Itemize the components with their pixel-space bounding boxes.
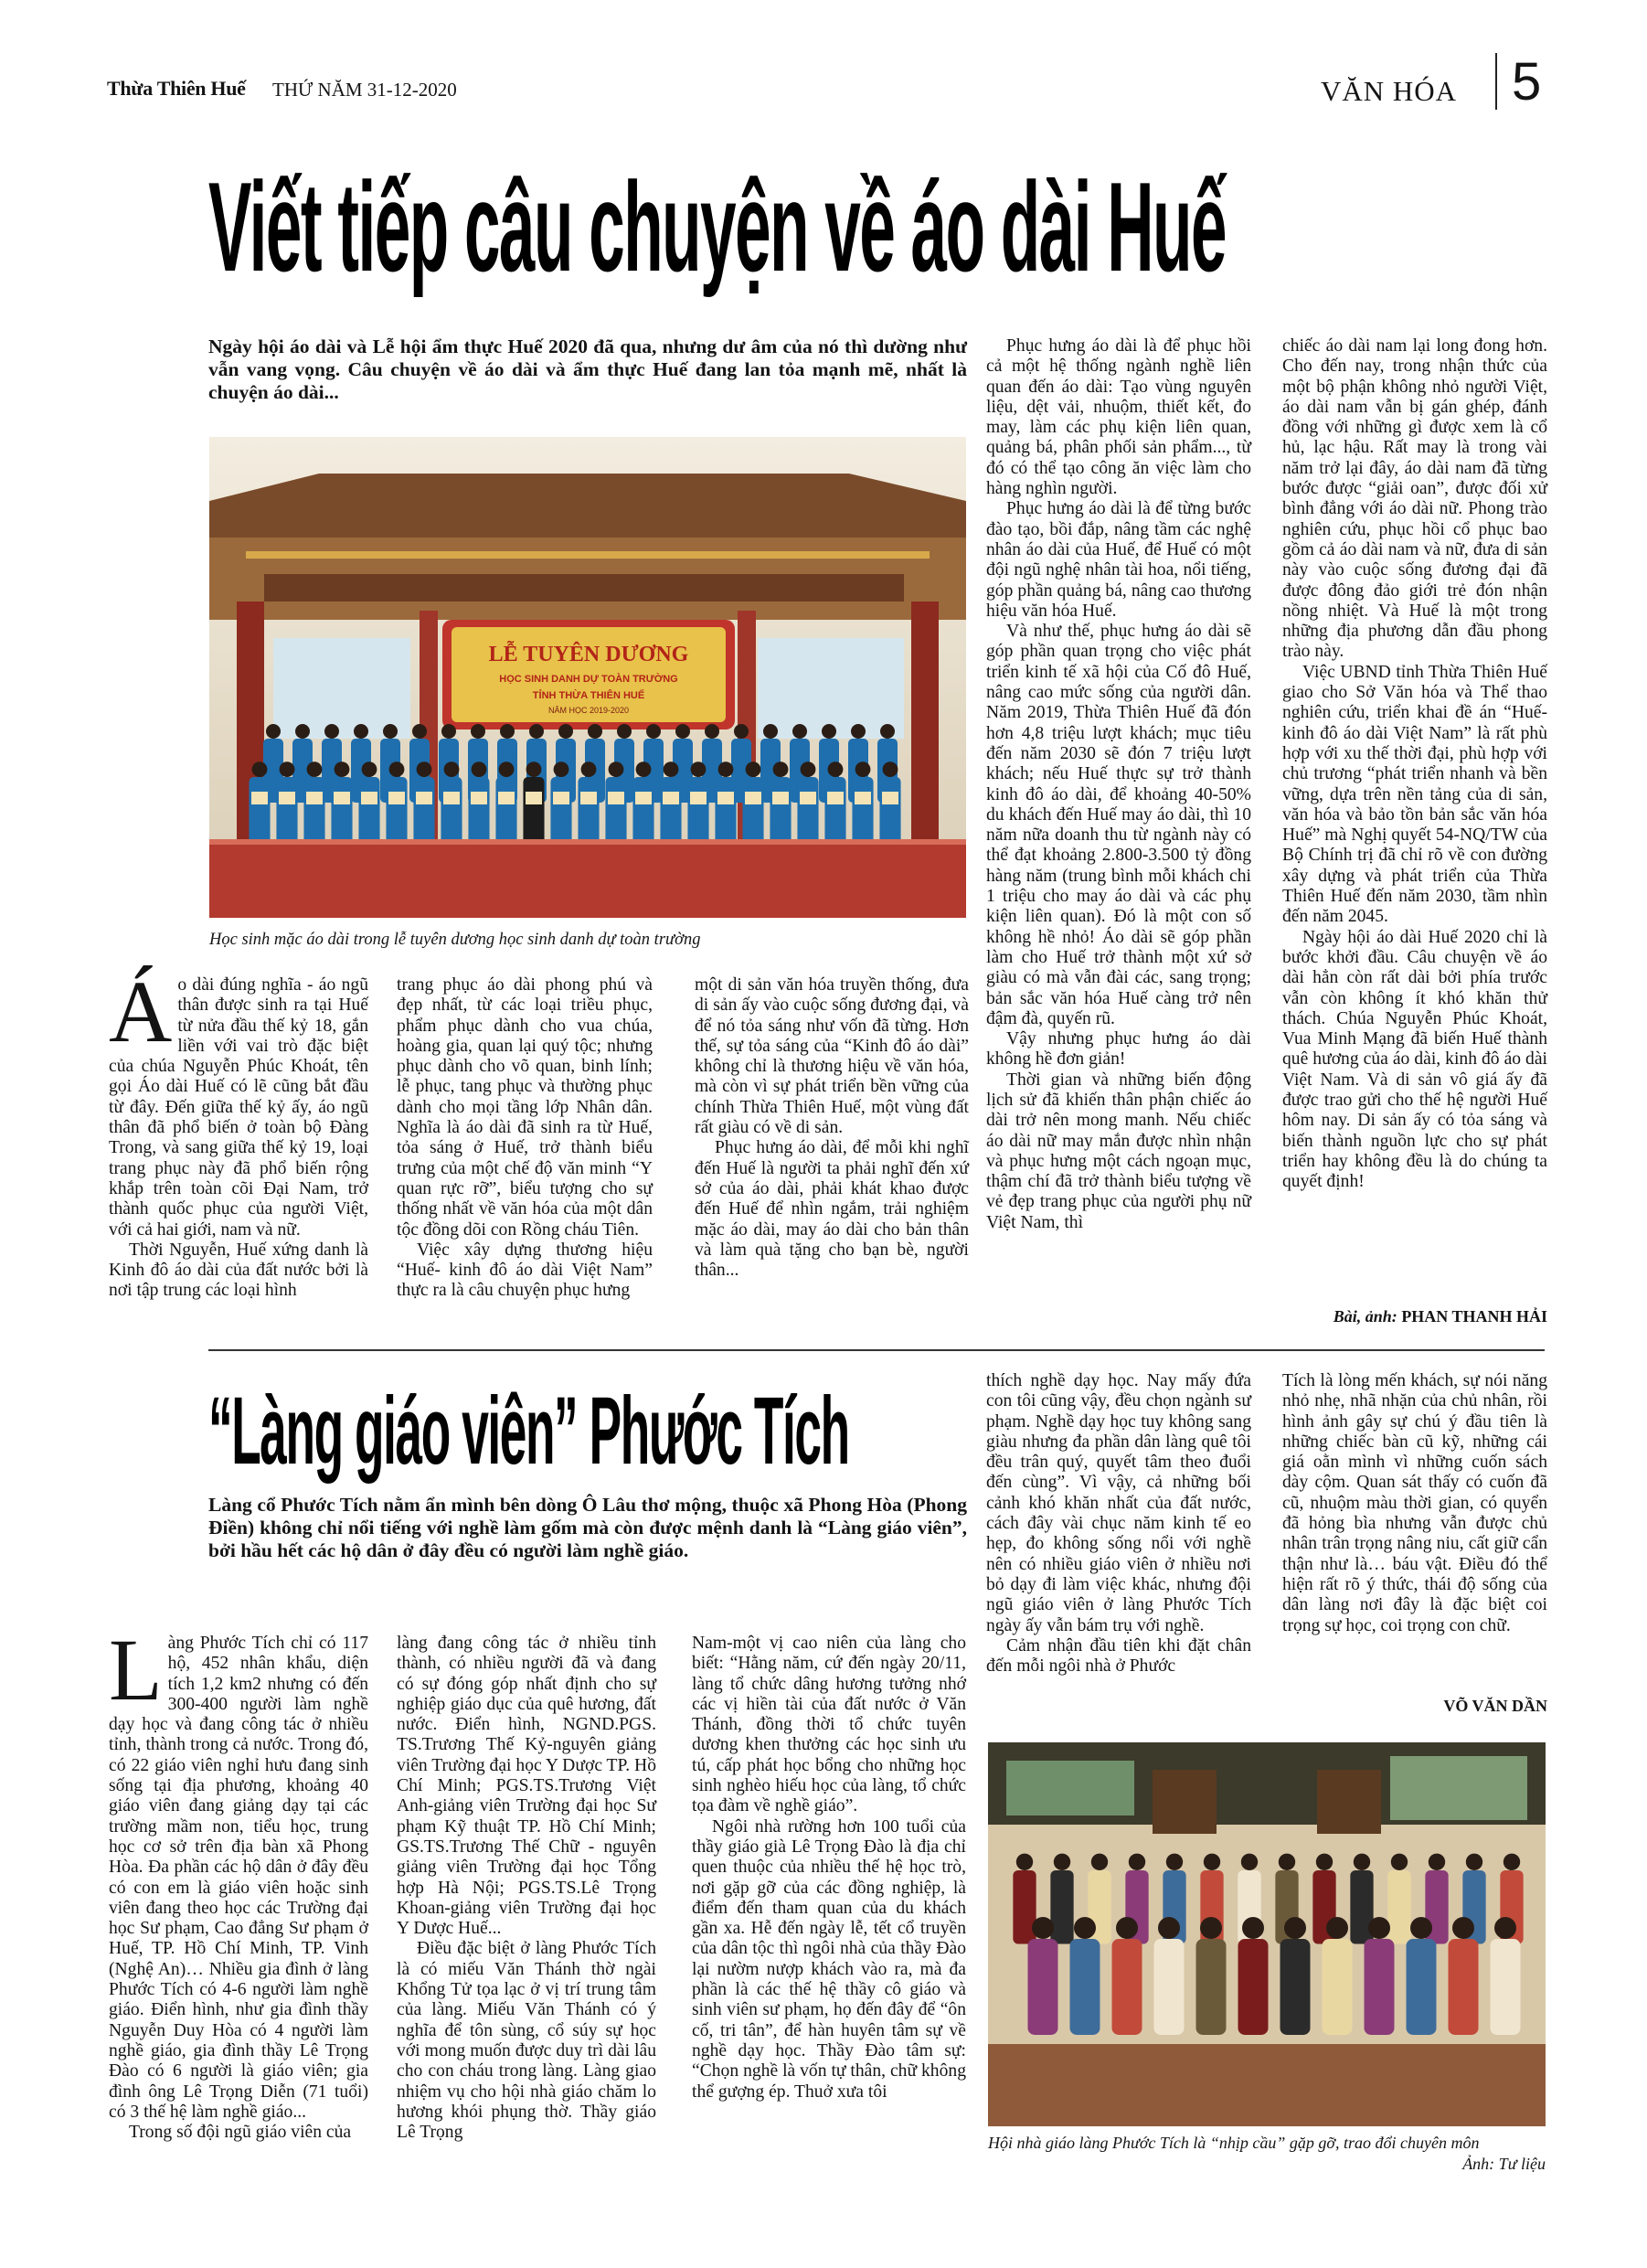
article1-dropcap: Á xyxy=(109,963,173,1060)
article2-column-5 xyxy=(1282,1371,1547,1636)
person-head xyxy=(1326,1917,1348,1939)
article1-byline-label: Bài, ảnh: xyxy=(1333,1307,1397,1326)
person-figure xyxy=(1407,1939,1437,2035)
person-head xyxy=(801,761,816,777)
masthead-date: THỨ NĂM 31-12-2020 xyxy=(272,79,457,101)
person-head xyxy=(362,761,377,777)
person-head xyxy=(581,761,597,777)
person-head xyxy=(1116,1917,1138,1939)
certificate xyxy=(251,792,268,804)
person-figure xyxy=(331,777,352,845)
certificate xyxy=(745,792,761,804)
person-head xyxy=(295,724,310,739)
person-figure xyxy=(413,777,434,845)
person-figure xyxy=(1280,1939,1311,2035)
person-head xyxy=(855,761,871,777)
person-figure xyxy=(1196,1939,1227,2035)
page-number: 5 xyxy=(1512,52,1542,112)
article2-col2-p1: làng đang công tác ở nhiều tỉnh thành, có nhiều người đã và đang có sự đóng góp nhất định cho sự nghiệp giáo dục của quê hương, đất nước. Điển hình, NGND.PGS. TS.Trương Thế Kỷ-nguyên giảng viên Trường đại học Y Dược TP. Hồ Chí Minh; PGS.TS.Trương Việt Anh-giảng viên Trường đại học Sư phạm Kỹ thuật TP. Hồ Chí Minh; GS.TS.Trương Thế Chữ - nguyên giảng viên Trường đại học Tổng hợp Hà Nội; PGS.TS.Lê Trọng Khoan-giảng viên Trường đại học Y Dược Huế... xyxy=(397,1634,656,1939)
person-head xyxy=(1429,1854,1445,1870)
person-figure xyxy=(1238,1939,1269,2035)
person-figure xyxy=(797,777,818,845)
certificate xyxy=(279,792,295,804)
certificate xyxy=(882,792,898,804)
person-head xyxy=(828,761,844,777)
article2-headline: “Làng giáo viên” Phước Tích xyxy=(208,1378,849,1485)
article1-col4-p4: Vậy nhưng phục hưng áo dài không hề đơn giản! xyxy=(986,1029,1251,1070)
person-head xyxy=(266,724,281,739)
certificate xyxy=(498,792,515,804)
teachers-group-photo xyxy=(988,1742,1546,2126)
person-head xyxy=(664,761,679,777)
article-separator xyxy=(208,1349,1545,1351)
person-figure xyxy=(386,777,407,845)
article2-photo-credit: Ảnh: Tư liệu xyxy=(1462,2155,1546,2173)
article1-byline xyxy=(1282,1307,1547,1326)
section-name: VĂN HÓA xyxy=(1321,75,1458,107)
banner-title: LỄ TUYÊN DƯƠNG xyxy=(488,643,689,666)
article2-col3-p1: Nam-một vị cao niên của làng cho biết: “Hằng năm, cứ đến ngày 20/11, làng tổ chức dâng hương tưởng nhớ các vị hiền tài của đất nước ở Văn Thánh, đồng thời tổ chức tuyên dương khen thưởng các học sinh ưu tú, cấp phát học bổng cho những học sinh nghèo hiếu học của làng, tổ chức tọa đàm về nghề giáo”. xyxy=(692,1634,966,1816)
article2-byline: VÕ VĂN DẦN xyxy=(1443,1697,1547,1715)
person-head xyxy=(500,724,515,739)
person-figure xyxy=(852,777,873,845)
certificate xyxy=(526,792,542,804)
certificate xyxy=(772,792,789,804)
article2-col1-p2: Trong số đội ngũ giáo viên của xyxy=(129,2123,352,2143)
person-figure xyxy=(1154,1939,1185,2035)
person-head xyxy=(1391,1854,1408,1870)
article2-col3-p2: Ngôi nhà rường hơn 100 tuổi của thầy giáo già Lê Trọng Đào là địa chỉ quen thuộc của nhiều thế hệ học trò, nơi gặp gỡ của các đồng nghiệp, là điểm đến tham quan của du khách gần xa. Hễ đến ngày lễ, tết cổ truyền của dân tộc thì ngôi nhà của thầy Đào lại nườm nượp khách vào ra, mà đa phần là các thế hệ thầy cô giáo và sinh viên sư phạm, họ đến đây để “ôn cố, tri tân”, để hàn huyên tâm sự về nghề dạy học. Thầy Đào tâm sự: “Chọn nghề là vốn tự thân, chữ không thể gượng ép. Thuở xưa tôi xyxy=(692,1816,966,2102)
article1-col1-p1: o dài đúng nghĩa - áo ngũ thân được sinh ra tại Huế từ nửa đầu thế kỷ 18, gắn liền với vai trò đặc biệt của chúa Nguyễn Phúc Khoát, tên gọi Áo dài Huế có lẽ cũng bắt đầu từ đây. Đến giữa thế kỷ ấy, áo ngũ thân đã phổ biến ở toàn bộ Đàng Trong, và sang giữa thế kỷ 19, loại trang phục này đã phổ biến rộng khắp trên toàn cõi Đại Nam, trở thành quốc phục của người Việt, với cả hai giới, nam và nữ. xyxy=(109,975,368,1240)
person-head xyxy=(617,724,632,739)
person-figure xyxy=(715,777,736,845)
award-ceremony-photo xyxy=(209,437,966,918)
certificate xyxy=(361,792,377,804)
article1-column-4 xyxy=(986,336,1251,1233)
person-figure xyxy=(660,777,681,845)
article2-column-1 xyxy=(109,1621,368,2143)
person-head xyxy=(1494,1917,1516,1939)
person-head xyxy=(1242,1917,1264,1939)
person-figure xyxy=(742,777,763,845)
person-head xyxy=(354,724,368,739)
person-head xyxy=(792,724,807,739)
person-figure xyxy=(1387,1870,1410,1944)
person-figure xyxy=(879,777,900,845)
person-figure xyxy=(1323,1939,1353,2035)
person-head xyxy=(822,724,836,739)
person-head xyxy=(383,724,398,739)
person-head xyxy=(675,724,690,739)
person-head xyxy=(444,761,460,777)
article1-column-3 xyxy=(695,975,969,1281)
person-head xyxy=(705,724,719,739)
person-figure xyxy=(1070,1939,1100,2035)
person-figure xyxy=(358,777,379,845)
person-head xyxy=(1074,1917,1096,1939)
article2-photo-caption: Hội nhà giáo làng Phước Tích là “nhịp cầu” gặp gỡ, trao đổi chuyên môn xyxy=(988,2134,1480,2152)
certificate xyxy=(855,792,871,804)
person-head xyxy=(734,724,749,739)
person-head xyxy=(1279,1854,1295,1870)
person-head xyxy=(526,761,542,777)
person-figure xyxy=(605,777,626,845)
person-head xyxy=(636,761,652,777)
article1-col5-p1: chiếc áo dài nam lại long đong hơn. Cho đến nay, trong nhận thức của một bộ phận không nhỏ người Việt, áo dài nam vẫn bị gán ghép, đánh đồng với những gì được xem là cổ hủ, lạc hậu. Rất may là trong vài năm trở lại đây, áo dài nam đã từng bước được “giải oan”, được đối xử bình đẳng với áo dài nữ. Phong trào nghiên cứu, phục hồi cổ phục bao gồm cả áo dài nam và nữ, đưa di sản này vào cuộc sống đương đại đã được đông đảo giới trẻ đón nhận nồng nhiệt. Và Huế là một trong những địa phương dẫn đầu phong trào này. xyxy=(1282,336,1547,662)
certificate xyxy=(416,792,432,804)
certificate xyxy=(334,792,350,804)
certificate xyxy=(717,792,734,804)
person-head xyxy=(307,761,323,777)
person-head xyxy=(324,724,339,739)
person-figure xyxy=(578,777,599,845)
person-head xyxy=(880,724,895,739)
article2-col2-p2: Điều đặc biệt ở làng Phước Tích là có miếu Văn Thánh thờ ngài Khổng Tử tọa lạc ở vị trí trung tâm của làng. Miếu Văn Thánh có ý nghĩa để tôn sùng, cổ súy sự học với mong muốn được duy trì dài lâu cho con cháu trong làng. Làng giao nhiệm vụ cho hội nhà giáo chăm lo hương khói phụng thờ. Thầy giáo Lê Trọng xyxy=(397,1939,656,2143)
certificate xyxy=(306,792,323,804)
article1-col3-p2: Phục hưng áo dài, để mỗi khi nghĩ đến Huế là người ta phải nghĩ đến xứ sở của áo dài, phải khát khao được đến Huế để nhìn ngắm, trải nghiệm mặc áo dài, may áo dài cho bản thân và làm quà tặng cho bạn bè, người thân... xyxy=(695,1138,969,1281)
person-figure xyxy=(687,777,708,845)
person-head xyxy=(529,724,544,739)
article1-col5-p2: Việc UBND tỉnh Thừa Thiên Huế giao cho Sở Văn hóa và Thể thao nghiên cứu, triển khai đề án “Huế- kinh đô áo dài Việt Nam” là rất phù hợp với xu thế thời đại, phù hợp với chủ trương “phát triển nhanh và bền vững, dựa trên nền tảng của di sản, văn hóa và bảo tồn bản sắc văn hóa Huế” mà Nghị quyết 54-NQ/TW của Bộ Chính trị đã chỉ rõ về con đường xây dựng và phát triển của Thừa Thiên Huế đến năm 2030, tầm nhìn đến năm 2045. xyxy=(1282,662,1547,927)
person-figure xyxy=(495,777,516,845)
article1-col2-p2: Việc xây dựng thương hiệu “Huế- kinh đô áo dài Việt Nam” thực ra là câu chuyện phục hưng xyxy=(397,1240,653,1301)
person-figure xyxy=(1050,1870,1073,1944)
article1-col2-p1: trang phục áo dài phong phú và đẹp nhất, từ các loại triều phục, phẩm phục dành cho vua chúa, hoàng gia, quan lại quý tộc; nhưng phục dành cho võ quan, binh lính; lễ phục, tang phục và thường phục dành cho mọi tầng lớp Nhân dân. Nghĩa là áo dài đã sinh ra từ Huế, tỏa sáng ở Huế, trở thành biểu trưng của một chế độ văn minh “Y quan rực rỡ”, biểu tượng cho sự thống nhất về văn hóa của một dân tộc đồng dõi con Rồng cháu Tiên. xyxy=(397,975,653,1240)
person-head xyxy=(1466,1854,1482,1870)
banner-school-year: NĂM HỌC 2019-2020 xyxy=(547,706,630,715)
article2-column-4 xyxy=(986,1371,1251,1677)
person-head xyxy=(471,724,485,739)
person-figure xyxy=(1365,1939,1395,2035)
article2-col4-p1: thích nghề dạy học. Nay mấy đứa con tôi cũng vậy, đều chọn ngành sư phạm. Nghề dạy học tuy không sang giàu nhưng đa phần dân làng quê tôi đều trân quý, quyết tâm theo đuổi đến cùng”. Vì vậy, cả những bối cảnh khó khăn nhất của đất nước, cách đây vài chục năm kinh tế eo hẹp, đo không sống nổi với nghề nên có nhiều giáo viên ở nhiều nơi bỏ dạy đi làm việc khác, nhưng đội ngũ giáo viên ở làng Phước Tích ngày ấy vẫn bám trụ với nghề. xyxy=(986,1371,1251,1635)
article1-col4-p5: Thời gian và những biến động lịch sử đã khiến thân phận chiếc áo dài trở nên mong manh. Nếu chiếc áo dài nữ may mắn được nhìn nhận và phục hưng một cách ngoạn mục, thậm chí đã trở thành biểu tượng về vẻ đẹp trang phục của người phụ nữ Việt Nam, thì xyxy=(986,1070,1251,1232)
banner-province: TỈNH THỪA THIÊN HUẾ xyxy=(532,690,645,701)
article1-column-2 xyxy=(397,975,653,1302)
section-divider xyxy=(1495,53,1497,110)
person-head xyxy=(1410,1917,1432,1939)
person-head xyxy=(609,761,624,777)
person-figure xyxy=(441,777,462,845)
person-head xyxy=(1091,1854,1108,1870)
article1-column-5 xyxy=(1282,336,1547,1192)
person-head xyxy=(252,761,268,777)
person-head xyxy=(558,724,573,739)
person-figure xyxy=(303,777,324,845)
certificate xyxy=(608,792,624,804)
person-head xyxy=(1204,1854,1220,1870)
certificate xyxy=(827,792,844,804)
person-head xyxy=(1354,1854,1370,1870)
person-head xyxy=(851,724,866,739)
article1-photo-caption: Học sinh mặc áo dài trong lễ tuyên dương học sinh danh dự toàn trường xyxy=(209,931,701,949)
person-head xyxy=(1241,1854,1258,1870)
person-head xyxy=(1200,1917,1222,1939)
person-head xyxy=(1054,1854,1070,1870)
person-figure xyxy=(1112,1939,1142,2035)
certificate xyxy=(800,792,816,804)
certificate xyxy=(635,792,652,804)
person-head xyxy=(691,761,707,777)
article1-column-1 xyxy=(109,963,368,1302)
article2-col1-p1: àng Phước Tích chỉ có 117 hộ, 452 nhân khẩu, diện tích 1,2 km2 nhưng có đến 300-400 người làm nghề dạy học và đang công tác ở nhiều tỉnh, thành trong cả nước. Trong đó, có 22 giáo viên nghỉ hưu đang sinh sống tại địa phương, khoảng 40 giáo viên đang giảng dạy tại các trường mầm non, tiểu học, trung học cơ sở trên địa bàn xã Phong Hòa. Đa phần các hộ dân ở đây đều có con em là giáo viên hoặc sinh viên đang theo học các Trường đại học Sư phạm, Cao đẳng Sư phạm ở Huế, TP. Hồ Chí Minh, TP. Vinh (Nghệ An)… Nhiều gia đình ở làng Phước Tích có 4-6 người làm nghề giáo. Điển hình, như gia đình thầy Nguyễn Duy Hòa có 4 người làm nghề giáo, gia đình thầy Lê Trọng Đào có 6 người là giáo viên; gia đình ông Lê Trọng Diễn (71 tuổi) có 3 thế hệ làm nghề giáo... xyxy=(109,1634,368,2122)
person-head xyxy=(773,761,789,777)
article1-photo xyxy=(209,437,966,918)
certificate xyxy=(471,792,487,804)
person-head xyxy=(1016,1854,1033,1870)
certificate xyxy=(580,792,597,804)
person-figure xyxy=(824,777,845,845)
person-head xyxy=(1284,1917,1306,1939)
certificate xyxy=(443,792,460,804)
person-figure xyxy=(770,777,791,845)
person-figure xyxy=(1449,1939,1479,2035)
person-head xyxy=(1158,1917,1180,1939)
person-head xyxy=(1316,1854,1333,1870)
article1-col4-p3: Và như thế, phục hưng áo dài sẽ góp phần quan trọng cho việc phát triển kinh tế xã hội của Cố đô Huế, nâng cao mức sống của người dân. Năm 2019, Thừa Thiên Huế đã đón hơn 4,8 triệu lượt khách; mục tiêu đến năm 2030 sẽ đón 7 triệu lượt khách; nếu Huế thực sự trở thành kinh đô áo dài, để khoảng 40-50% du khách đến Huế may áo dài, thì 10 năm nữa doanh thu từ ngành này có thể đạt khoảng 2.800-3.500 tỷ đồng hàng năm (trung bình mỗi khách chi 1 triệu cho may áo dài và các phụ kiện liên quan). Đó là một con số không hề nhỏ! Áo dài sẽ góp phần làm cho Huế trở thành một xứ sở giàu có mà vẫn đài các, sang trọng; bản sắc văn hóa Huế càng trở nên đậm đà, quyến rũ. xyxy=(986,622,1251,1028)
article1-col3-p1: một di sản văn hóa truyền thống, đưa di sản ấy vào cuộc sống đương đại, và để nó tỏa sáng như vốn đã từng. Hơn thế, sự tỏa sáng của “Kinh đô áo dài” không chỉ là thương hiệu về văn hóa, mà còn vì sự phát triển bền vững của chính Thừa Thiên Huế, một vùng đất rất giàu có về di sản. xyxy=(695,975,969,1138)
article2-col4-p2: Cảm nhận đầu tiên khi đặt chân đến mỗi ngôi nhà ở Phước xyxy=(986,1635,1251,1677)
article1-sapo: Ngày hội áo dài và Lễ hội ẩm thực Huế 2020 đã qua, nhưng dư âm của nó thì dường như vẫn vang vọng. Câu chuyện về áo dài và ẩm thực Huế đang lan tỏa mạnh mẽ, nhất là chuyện áo dài... xyxy=(208,335,967,403)
person-head xyxy=(417,761,432,777)
certificate xyxy=(553,792,569,804)
article2-column-2 xyxy=(397,1634,656,2143)
article2-sapo: Làng cổ Phước Tích nằm ẩn mình bên dòng Ô Lâu thơ mộng, thuộc xã Phong Hòa (Phong Điền) không chỉ nổi tiếng với nghề làm gốm mà còn được mệnh danh là “Làng giáo viên”, bởi hầu hết các hộ dân ở đây đều có người làm nghề giáo. xyxy=(208,1494,967,1561)
article2-dropcap: L xyxy=(109,1621,163,1719)
certificate xyxy=(388,792,405,804)
article1-col4-p1: Phục hưng áo dài là để phục hồi cả một hệ thống ngành nghề liên quan đến áo dài: Tạo vùng nguyên liệu, dệt vải, nhuộm, thiết kết, đo may, làm các phụ kiện liên quan, quảng bá, phân phối sản phẩm..., từ đó có thể tạo công ăn việc làm cho hàng nghìn người. xyxy=(986,336,1251,499)
person-figure xyxy=(468,777,489,845)
person-head xyxy=(389,761,405,777)
person-head xyxy=(441,724,456,739)
article2-col5-p1: Tích là lòng mến khách, sự nói năng nhỏ nhẹ, nhã nhặn của chủ nhân, rồi hình ảnh gây sự chú ý đầu tiên là những chiếc bàn cũ kỹ, những cái giá oằn mình vì những cuốn sách dày cộm. Quan sát thấy có cuốn đã cũ, nhuộm màu thời gian, có quyển đã hỏng bìa nhưng vẫn được chủ nhân trân trọng nâng niu, cất giữ cẩn thận như là… báu vật. Điều đó thể hiện rất rõ ý thức, thái độ sống của dân làng nơi đây là đặc biệt coi trọng sự học, coi trọng con chữ. xyxy=(1282,1371,1547,1635)
person-head xyxy=(1452,1917,1474,1939)
person-head xyxy=(1368,1917,1390,1939)
person-figure xyxy=(276,777,297,845)
article1-headline: Viết tiếp câu chuyện về áo dài Huế xyxy=(208,156,1227,299)
certificate xyxy=(663,792,679,804)
person-head xyxy=(554,761,569,777)
person-head xyxy=(718,761,734,777)
masthead-paper-name: Thừa Thiên Huế xyxy=(107,77,246,100)
article1-col1-p2: Thời Nguyễn, Huế xứng danh là Kinh đô áo dài của đất nước bởi là nơi tập trung các loại hình xyxy=(109,1240,368,1301)
person-head xyxy=(1166,1854,1183,1870)
person-figure xyxy=(1013,1870,1036,1944)
article2-column-3 xyxy=(692,1634,966,2103)
person-head xyxy=(499,761,515,777)
person-head xyxy=(280,761,295,777)
person-head xyxy=(412,724,427,739)
person-figure xyxy=(523,777,544,845)
person-figure xyxy=(1491,1939,1521,2035)
banner-subtitle: HỌC SINH DANH DỰ TOÀN TRƯỜNG xyxy=(499,674,678,685)
person-head xyxy=(472,761,487,777)
person-head xyxy=(335,761,350,777)
article1-col5-p3: Ngày hội áo dài Huế 2020 chỉ là bước khởi đầu. Câu chuyện về áo dài hẳn còn rất dài bởi phía trước vẫn còn không ít khó khăn thử thách. Chúa Nguyễn Phúc Khoát, Vua Minh Mạng đã biến Huế thành quê hương của áo dài, kinh đô áo dài Việt Nam. Và di sản vô giá ấy đã được trao gửi cho thế hệ người Huế hôm nay. Di sản ấy có tỏa sáng và biến thành nguồn lực cho sự phát triển hay không đều là do chúng ta quyết định! xyxy=(1282,927,1547,1192)
article1-byline-name: PHAN THANH HẢI xyxy=(1401,1307,1547,1326)
person-figure xyxy=(632,777,653,845)
person-figure xyxy=(550,777,571,845)
person-head xyxy=(883,761,898,777)
person-figure xyxy=(1028,1939,1058,2035)
article2-photo xyxy=(988,1742,1546,2126)
certificate xyxy=(690,792,707,804)
person-head xyxy=(646,724,661,739)
person-head xyxy=(1504,1854,1520,1870)
person-head xyxy=(763,724,778,739)
person-head xyxy=(1032,1917,1054,1939)
article1-col4-p2: Phục hưng áo dài là để từng bước đào tạo, bồi đắp, nâng tầm các nghệ nhân áo dài của Huế, để Huế có một đội ngũ nghệ nhân tài hoa, nổi tiếng, góp phần quảng bá, nâng cao thương hiệu văn hóa Huế. xyxy=(986,499,1251,621)
person-head xyxy=(746,761,761,777)
person-head xyxy=(1129,1854,1145,1870)
person-figure xyxy=(249,777,270,845)
person-head xyxy=(588,724,602,739)
